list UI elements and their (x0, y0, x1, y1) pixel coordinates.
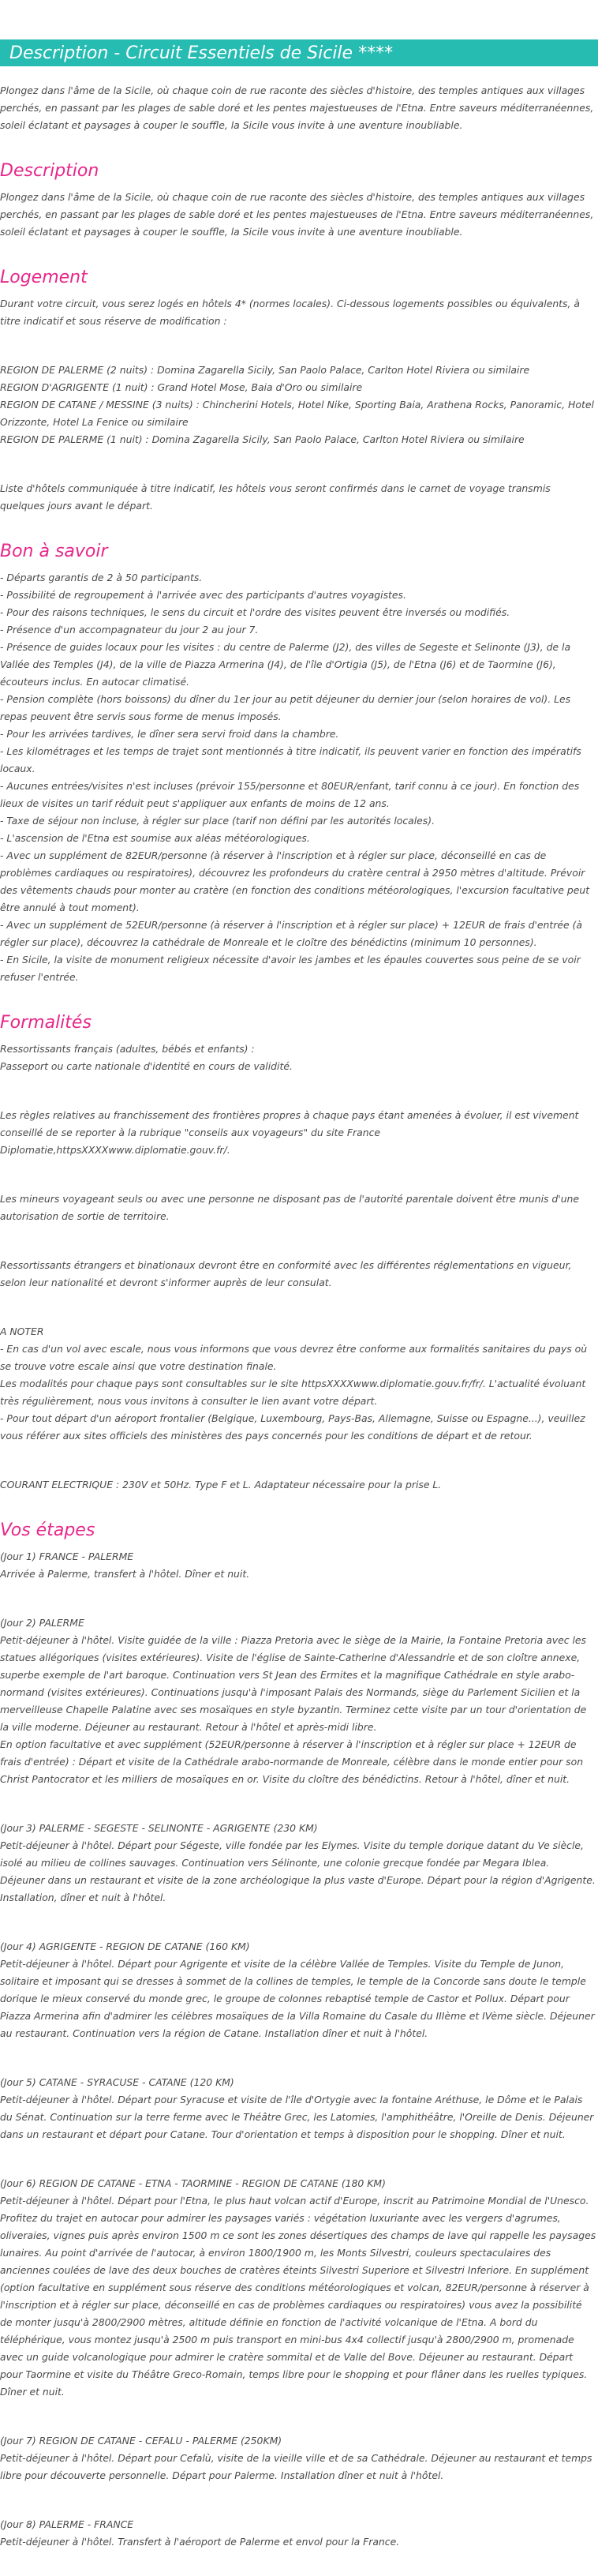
day-heading: (Jour 5) CATANE - SYRACUSE - CATANE (120 KM) (0, 2076, 234, 2088)
logement-intro: Durant votre circuit, vous serez logés en hôtels 4* (normes locales). Ci-dessous logements possibles ou équivalents, à titre indicatif et sous réserve de modification : (0, 298, 580, 327)
day-heading: (Jour 3) PALERME - SEGESTE - SELINONTE - AGRIGENTE (230 KM) (0, 1822, 318, 1834)
day-block (0, 1614, 596, 1788)
logement-note: Liste d'hôtels communiquée à titre indicatif, les hôtels vous seront confirmés dans le carnet de voyage transmis quelques jours avant le départ. (0, 482, 551, 512)
logement-list (0, 362, 596, 448)
list-item: - Départs garantis de 2 à 50 participants. (0, 572, 203, 583)
list-item: - En Sicile, la visite de monument religieux nécessite d'avoir les jambes et les épaules couvertes sous peine de se voir refuser l'entrée. (0, 954, 581, 983)
formalites-line: Ressortissants français (adultes, bébés et enfants) : (0, 1043, 255, 1055)
logement-item: REGION DE PALERME (2 nuits) : Domina Zagarella Sicily, San Paolo Palace, Carlton Hotel Riviera ou similaire (0, 364, 530, 376)
day-block (0, 1548, 596, 1583)
courant-electrique: COURANT ELECTRIQUE : 230V et 50Hz. Type F et L. Adaptateur nécessaire pour la prise L. (0, 1479, 442, 1490)
section-title-etapes: Vos étapes (0, 1520, 95, 1540)
day-text: Petit-déjeuner à l'hôtel. Départ pour l'Etna, le plus haut volcan actif d'Europe, inscrit au Patrimoine Mondial de l'Unesco. Profitez du trajet en autocar pour admirer les paysages variés : végétation luxuriante avec les vergers d'agrumes, oliveraies, vignes puis après environ 1500 m ce sont les zones désertiques des champs de lave qui rappelle les paysages lunaires. Au point d'arrivée de l'autocar, à environ 1800/1900 m, les Monts Silvestri, couleurs spectaculaires des anciennes coulées de lave des deux bouches de cratères éteints Silvestri Superiore et Silvestri Inferiore. En supplément (option facultative en supplément sous réserve des conditions météorologiques et volcan, 82EUR/personne à réserver à l'inscription et à régler sur place, déconseillé en cas de problèmes cardiaques ou respiratoires) vous avez la possibilité de monter jusqu'à 2800/2900 mètres, altitude définie en fonction de l'activité volcanique de l'Etna. A bord du téléphérique, vous montez jusqu'à 2500 m puis transport en mini-bus 4x4 collectif jusqu'à 2800/2900 m, promenade avec un guide volcanologique pour admirer le cratère sommital et de Valle del Bove. Déjeuner au restaurant. Départ pour Taormine et visite du Théâtre Greco-Romain, temps libre pour le shopping et pour flâner dans les ruelles typiques. Dîner et nuit. (0, 2195, 596, 2398)
intro-text: Plongez dans l'âme de la Sicile, où chaque coin de rue raconte des siècles d'histoire, des temples antiques aux villages perchés, en passant par les plages de sable doré et les pentes majestueuses de l'Etna. Entre saveurs méditerranéennes, soleil éclatant et paysages à couper le souffle, la Sicile vous invite à une aventure inoubliable. (0, 84, 594, 131)
section-title-description: Description (0, 161, 99, 181)
formalites-note-title: A NOTER (0, 1325, 44, 1337)
list-item: - Possibilité de regroupement à l'arrivée avec des participants d'autres voyagistes. (0, 589, 406, 601)
section-title-formalites: Formalités (0, 1013, 92, 1033)
day-text: Petit-déjeuner à l'hôtel. Départ pour Cefalù, visite de la vieille ville et de sa Cathédrale. Déjeuner au restaurant et temps libre pour découverte personnelle. Départ pour Palerme. Installation dîner et nuit à l'hôtel. (0, 2452, 592, 2481)
day-block (0, 2432, 596, 2484)
description-text: Plongez dans l'âme de la Sicile, où chaque coin de rue raconte des siècles d'histoire, des temples antiques aux villages perchés, en passant par les plages de sable doré et les pentes majestueuses de l'Etna. Entre saveurs méditerranéennes, soleil éclatant et paysages à couper le souffle, la Sicile vous invite à une aventure inoubliable. (0, 191, 594, 238)
day-heading: (Jour 4) AGRIGENTE - REGION DE CATANE (160 KM) (0, 1940, 250, 1952)
section-title-logement: Logement (0, 268, 88, 287)
content (0, 82, 598, 2551)
formalites-line: Passeport ou carte nationale d'identité en cours de validité. (0, 1060, 293, 1072)
day-heading: (Jour 7) REGION DE CATANE - CEFALU - PALERME (250KM) (0, 2435, 282, 2447)
formalites-note: - En cas d'un vol avec escale, nous vous informons que vous devrez être conforme aux formalités sanitaires du pays où se trouve votre escale ainsi que votre destination finale. (0, 1343, 588, 1372)
list-item: - L'ascension de l'Etna est soumise aux aléas météorologiques. (0, 832, 310, 844)
day-text: Petit-déjeuner à l'hôtel. Départ pour Ségeste, ville fondée par les Elymes. Visite du temple dorique datant du Ve siècle, isolé au milieu de collines sauvages. Continuation vers Sélinonte, une colonie grecque fondée par Megara Iblea. Déjeuner dans un restaurant et visite de la zone archéologique la plus vaste d'Europe. Départ pour la région d'Agrigente. Installation, dîner et nuit à l'hôtel. (0, 1839, 596, 1903)
list-item: - Avec un supplément de 52EUR/personne (à réserver à l'inscription et à régler sur place) + 12EUR de frais d'entrée (à régler sur place), découvrez la cathédrale de Monreale et le cloître des bénédictins (minimum 10 personnes). (0, 919, 582, 948)
day-block (0, 2516, 596, 2551)
day-heading: (Jour 2) PALERME (0, 1617, 84, 1629)
list-item: - Présence de guides locaux pour les visites : du centre de Palerme (J2), des villes de Segeste et Selinonte (J3), de la Vallée des Temples (J4), de la ville de Piazza Armerina (J4), de l'île d'Ortigia (J5), de l'Etna (J6) et de Taormine (J6), écouteurs inclus. En autocar climatisé. (0, 641, 571, 688)
day-block (0, 1938, 596, 2042)
list-item: - Aucunes entrées/visites n'est incluses (prévoir 155/personne et 80EUR/enfant, tarif connu à ce jour). En fonction des lieux de visites un tarif réduit peut s'appliquer aux enfants de moins de 12 ans. (0, 780, 580, 809)
page (0, 39, 598, 2574)
section-title-bon-a-savoir: Bon à savoir (0, 542, 108, 561)
formalites-paragraph: Ressortissants étrangers et binationaux devront être en conformité avec les différentes réglementations en vigueur, selon leur nationalité et devront s'informer auprès de leur consulat. (0, 1259, 572, 1288)
bon-a-savoir-list (0, 569, 596, 986)
day-heading: (Jour 1) FRANCE - PALERME (0, 1550, 134, 1562)
formalites-note: Les modalités pour chaque pays sont consultables sur le site httpsXXXXwww.diplomatie.gouv.fr/fr/. L'actualité évoluant très régulièrement, nous vous invitons à consulter le lien avant votre départ. (0, 1378, 586, 1407)
day-block (0, 2175, 596, 2401)
day-text: Petit-déjeuner à l'hôtel. Transfert à l'aéroport de Palerme et envol pour la France. (0, 2536, 400, 2548)
list-item: - Présence d'un accompagnateur du jour 2 au jour 7. (0, 624, 259, 636)
day-heading: (Jour 8) PALERME - FRANCE (0, 2518, 134, 2530)
day-text: Petit-déjeuner à l'hôtel. Départ pour Syracuse et visite de l'île d'Ortygie avec la fontaine Aréthuse, le Dôme et le Palais du Sénat. Continuation sur la terre ferme avec le Théâtre Grec, les Latomies, l'amphithéâtre, l'Oreille de Denis. Déjeuner dans un restaurant et départ pour Catane. Tour d'orientation et temps à disposition pour le shopping. Dîner et nuit. (0, 2094, 594, 2140)
title-banner (0, 39, 598, 66)
list-item: - Avec un supplément de 82EUR/personne (à réserver à l'inscription et à régler sur place, déconseillé en cas de problèmes cardiaques ou respiratoires), découvrez les profondeurs du cratère central à 2950 mètres d'altitude. Prévoir des vêtements chauds pour monter au cratère (en fonction des conditions météorologiques, l'excursion facultative peut être annulé à tout moment). (0, 849, 590, 913)
logement-item: REGION DE PALERME (1 nuit) : Domina Zagarella Sicily, San Paolo Palace, Carlton Hotel Riviera ou similaire (0, 433, 525, 445)
day-heading: (Jour 6) REGION DE CATANE - ETNA - TAORMINE - REGION DE CATANE (180 KM) (0, 2177, 386, 2189)
day-block (0, 1820, 596, 1907)
formalites-paragraph: Les règles relatives au franchissement des frontières propres à chaque pays étant amenées à évoluer, il est vivement conseillé de se reporter à la rubrique "conseils aux voyageurs" du site France Diplomatie,httpsXXXXwww.diplomatie.gouv.fr/. (0, 1109, 579, 1156)
logement-item: REGION DE CATANE / MESSINE (3 nuits) : Chincherini Hotels, Hotel Nike, Sporting Baia, Arathena Rocks, Panoramic, Hotel Orizzonte, Hotel La Fenice ou similaire (0, 399, 594, 428)
day-extra: En option facultative et avec supplément (52EUR/personne à réserver à l'inscription et à régler sur place + 12EUR de frais d'entrée) : Départ et visite de la Cathédrale arabo-normande de Monreale, célèbre dans le monde entier pour son Christ Pantocrator et les milliers de mosaïques en or. Visite du cloître des bénédictins. Retour à l'hôtel, dîner et nuit. (0, 1738, 584, 1785)
day-text: Arrivée à Palerme, transfert à l'hôtel. Dîner et nuit. (0, 1568, 250, 1580)
list-item: - Pension complète (hors boissons) du dîner du 1er jour au petit déjeuner du dernier jour (selon horaires de vol). Les repas peuvent être servis sous forme de menus imposés. (0, 693, 571, 722)
list-item: - Pour des raisons techniques, le sens du circuit et l'ordre des visites peuvent être inversés ou modifiés. (0, 606, 510, 618)
list-item: - Taxe de séjour non incluse, à régler sur place (tarif non défini par les autorités locales). (0, 815, 435, 827)
day-text: Petit-déjeuner à l'hôtel. Départ pour Agrigente et visite de la célèbre Vallée de Temples. Visite du Temple de Junon, solitaire et imposant qui se dresses à sommet de la collines de temples, le temple de la Concorde sans doute le temple dorique le mieux conservé du monde grec, le groupe de colonnes rebaptisé temple de Castor et Pollux. Départ pour Piazza Armerina afin d'admirer les célèbres mosaïques de la Villa Romaine du Casale du IIIème et IVème siècle. Déjeuner au restaurant. Continuation vers la région de Catane. Installation dîner et nuit à l'hôtel. (0, 1958, 595, 2039)
formalites-paragraph: Les mineurs voyageant seuls ou avec une personne ne disposant pas de l'autorité parentale doivent être munis d'une autorisation de sortie de territoire. (0, 1193, 580, 1222)
list-item: - Pour les arrivées tardives, le dîner sera servi froid dans la chambre. (0, 728, 339, 740)
day-block (0, 2074, 596, 2143)
formalites-note: - Pour tout départ d'un aéroport frontalier (Belgique, Luxembourg, Pays-Bas, Allemagne, Suisse ou Espagne...), veuillez vous référer aux sites officiels des ministères des pays concernés pour les conditions de départ et de retour. (0, 1412, 585, 1442)
day-text: Petit-déjeuner à l'hôtel. Visite guidée de la ville : Piazza Pretoria avec le siège de la Mairie, la Fontaine Pretoria avec les statues allégoriques (visites extérieures). Visite de l'église de Sainte-Catherine d'Alessandrie et de son cloître annexe, superbe exemple de l'art baroque. Continuation vers St Jean des Ermites et la magnifique Cathédrale en style arabo-normand (visites extérieures). Continuations jusqu'à l'imposant Palais des Normands, siège du Parlement Sicilien et la merveilleuse Chapelle Palatine avec ses mosaïques en style byzantin. Terminez cette visite par un tour d'orientation de la ville moderne. Déjeuner au restaurant. Retour à l'hôtel et après-midi libre. (0, 1634, 587, 1733)
list-item: - Les kilométrages et les temps de trajet sont mentionnés à titre indicatif, ils peuvent varier en fonction des impératifs locaux. (0, 745, 581, 774)
page-title: Description - Circuit Essentiels de Sicile **** (9, 43, 394, 63)
logement-item: REGION D'AGRIGENTE (1 nuit) : Grand Hotel Mose, Baia d'Oro ou similaire (0, 381, 363, 393)
